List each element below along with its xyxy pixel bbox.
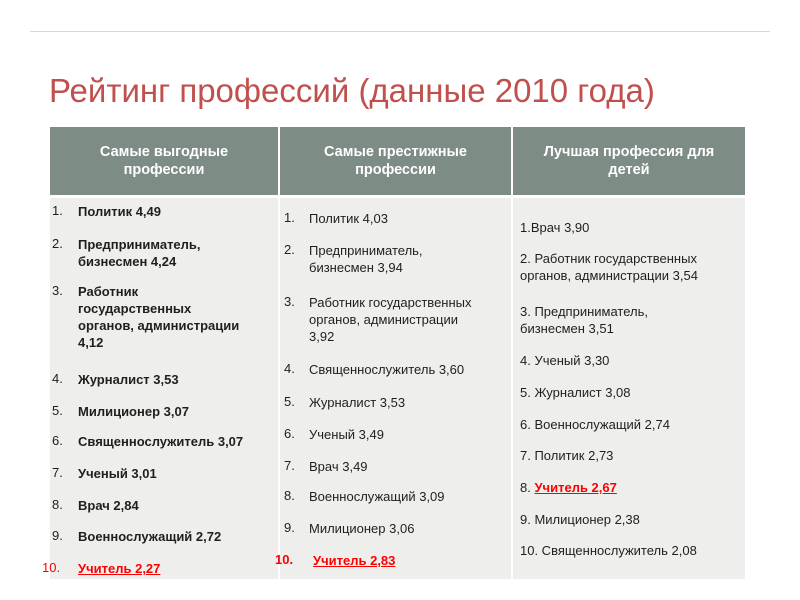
list-item-text: Милиционер 3,07 [78, 404, 189, 419]
list-item-number: 5. [284, 394, 295, 409]
list-item-number: 4. [52, 371, 63, 386]
list-item-text: Журналист 3,53 [309, 395, 406, 410]
list-item-number: 4. [284, 361, 295, 376]
list-item-number: 5. [52, 403, 63, 418]
header-col1-line2: профессии [123, 162, 205, 178]
header-col3-line1: Лучшая профессия для [543, 144, 715, 160]
column-separator-2 [511, 127, 513, 579]
header-col3 [513, 127, 745, 195]
list-item-text: Работник государственных [309, 295, 472, 310]
page-title: Рейтинг профессий (данные 2010 года) [49, 72, 655, 109]
column-separator-1 [278, 127, 280, 579]
list-item-number: 10. [275, 552, 294, 567]
list-item-text: Предприниматель, [78, 237, 201, 252]
top-bar [0, 0, 800, 30]
list-item-text: Политик 4,03 [309, 211, 388, 226]
list-item-text: органов, администрации [309, 312, 459, 327]
list-item-text: 2. Работник государственных [520, 251, 697, 266]
header-col1-line1: Самые выгодные [99, 144, 229, 160]
list-item-number: 7. [52, 465, 63, 480]
list-item-text: 10. Священнослужитель 2,08 [520, 543, 697, 558]
header-col2-line1: Самые престижные [324, 144, 467, 160]
list-item-text: Врач 3,49 [309, 459, 368, 474]
list-item-number: 1. [284, 210, 295, 225]
list-item-text: 6. Военнослужащий 2,74 [520, 417, 670, 432]
list-item-text: 7. Политик 2,73 [520, 448, 614, 463]
top-divider [30, 31, 770, 32]
list-item-text: Политик 4,49 [78, 204, 161, 219]
list-item-number: 1. [52, 203, 63, 218]
list-item-text: Работник [78, 284, 139, 299]
list-item-text: 1.Врач 3,90 [520, 220, 590, 235]
list-item-text: Военнослужащий 2,72 [78, 529, 222, 544]
list-item-text: Учитель 2,83 [313, 553, 396, 568]
list-item-number: 6. [284, 426, 295, 441]
highlighted-teacher: Учитель 2,67 [534, 480, 617, 495]
header-col2 [280, 127, 511, 195]
list-item-text: 5. Журналист 3,08 [520, 385, 631, 400]
list-item-text: Врач 2,84 [78, 498, 139, 513]
list-item-number: 8. [52, 497, 63, 512]
list-item-text: Священнослужитель 3,07 [78, 434, 244, 449]
list-item-text [520, 479, 735, 496]
list-item-text: бизнесмен 3,94 [309, 260, 403, 275]
list-item-number: 6. [52, 433, 63, 448]
list-item-number: 3. [52, 283, 63, 298]
list-item-text: 3. Предприниматель, [520, 304, 648, 319]
list-item-text: Священнослужитель 3,60 [309, 362, 465, 377]
list-item-text: Учитель 2,27 [78, 561, 161, 576]
list-item-number: 3. [284, 294, 295, 309]
list-item-text: бизнесмен 3,51 [520, 321, 614, 336]
list-item-text: Ученый 3,49 [309, 427, 384, 442]
list-item-text: бизнесмен 4,24 [78, 254, 177, 269]
list-item-text: Предприниматель, [309, 243, 423, 258]
header-col3-line2: детей [608, 162, 650, 178]
list-item-number: 10. [42, 560, 61, 575]
list-item-number: 8. [284, 488, 295, 503]
list-item-number: 9. [52, 528, 63, 543]
list-item-text: органов, администрации 3,54 [520, 268, 698, 283]
list-item-number: 2. [52, 236, 63, 251]
list-item-number: 2. [284, 242, 295, 257]
list-item-text: 4. Ученый 3,30 [520, 353, 610, 368]
list-item-text: государственных [78, 301, 192, 316]
header-col2-line2: профессии [355, 162, 436, 178]
header-col1 [50, 127, 278, 195]
list-item-text: Милиционер 3,06 [309, 521, 415, 536]
list-item-text: 9. Милиционер 2,38 [520, 512, 640, 527]
list-item-text: Журналист 3,53 [78, 372, 179, 387]
list-item-text: 4,12 [78, 335, 104, 350]
header-separator [50, 195, 745, 198]
list-item-text: органов, администрации [78, 318, 240, 333]
list-item-prefix: 8. [520, 480, 535, 495]
list-item-text: Военнослужащий 3,09 [309, 489, 445, 504]
list-item-number: 9. [284, 520, 295, 535]
list-item-text: Ученый 3,01 [78, 466, 157, 481]
list-item-number: 7. [284, 458, 295, 473]
list-item-text: 3,92 [309, 329, 335, 344]
